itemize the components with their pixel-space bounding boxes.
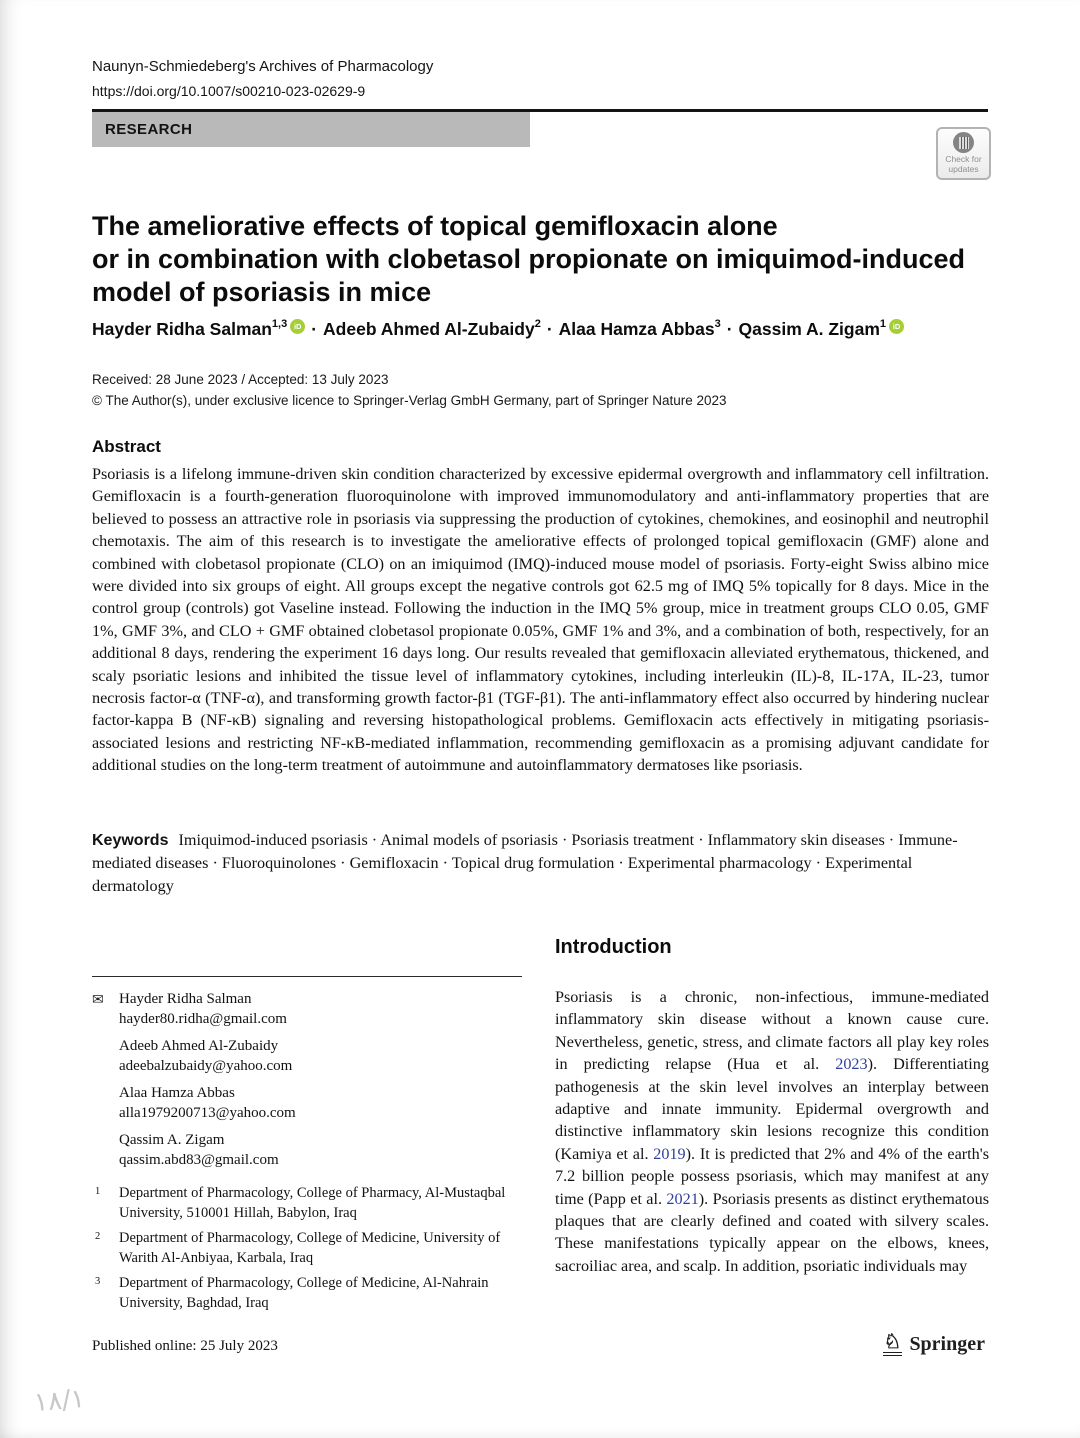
- intro-text: ). It is predicted that 2% and 4% of the earth's 7.2 billion people possess psoriasis, which may manifest at any time (Papp et al.: [555, 1144, 989, 1208]
- springer-logo: [883, 1332, 986, 1356]
- affiliation-text: Department of Pharmacology, College of Pharmacy, Al-Mustaqbal University, 510001 Hillah, Babylon, Iraq: [119, 1185, 506, 1221]
- author-separator: ·: [311, 319, 318, 339]
- introduction-heading: Introduction: [555, 936, 672, 958]
- contact-entry: [92, 1131, 522, 1170]
- contact-name: Alaa Hamza Abbas: [119, 1085, 235, 1101]
- orcid-icon[interactable]: iD: [889, 319, 904, 334]
- author-affiliation-sup: 3: [714, 318, 721, 331]
- published-online-date: Published online: 25 July 2023: [92, 1338, 278, 1354]
- citation-link[interactable]: 2019: [653, 1144, 686, 1163]
- check-for-updates-label: Check for updates: [945, 154, 982, 174]
- affiliation-list: [92, 1184, 522, 1313]
- intro-text: ). Differentiating pathogenesis at the skin level involves an interplay between adaptive and innate immunity. Epidermal overgrowth and distinctive inflammatory skin lesions recognize this condition (Kamiya et al.: [555, 1055, 989, 1163]
- author-name: Alaa Hamza Abbas: [558, 319, 715, 339]
- affiliation-number: 3: [95, 1276, 101, 1287]
- author-affiliation-sup: 2: [534, 318, 541, 331]
- abstract-heading: Abstract: [92, 437, 161, 456]
- footnote-rule: [92, 976, 522, 977]
- title-line-3: model of psoriasis in mice: [92, 277, 432, 308]
- doi-link[interactable]: https://doi.org/10.1007/s00210-023-02629-9: [92, 83, 366, 99]
- author-name: Qassim A. Zigam: [738, 319, 880, 339]
- check-for-updates-badge[interactable]: [936, 127, 991, 180]
- introduction-paragraph: [555, 986, 989, 1277]
- crossmark-icon: [953, 132, 974, 153]
- author-affiliation-sup: 1,3: [271, 318, 288, 331]
- contact-name: Hayder Ridha Salman: [119, 991, 252, 1007]
- affiliation-number: 2: [95, 1231, 101, 1242]
- springer-knight-icon: [883, 1332, 903, 1356]
- title-line-1: The ameliorative effects of topical gemifloxacin alone: [92, 211, 778, 242]
- received-accepted-dates: Received: 28 June 2023 / Accepted: 13 July 2023: [92, 372, 389, 387]
- contact-email[interactable]: hayder80.ridha@gmail.com: [119, 1010, 287, 1027]
- introduction-column: [555, 936, 989, 1277]
- author-name: Adeeb Ahmed Al-Zubaidy: [323, 319, 535, 339]
- keywords-block: [92, 829, 989, 897]
- citation-link[interactable]: 2021: [666, 1189, 699, 1208]
- orcid-icon[interactable]: iD: [290, 319, 305, 334]
- contact-email[interactable]: qassim.abd83@gmail.com: [119, 1151, 279, 1168]
- affiliation-entry: [92, 1229, 522, 1268]
- keywords-label: Keywords: [92, 832, 169, 849]
- author-list: [92, 319, 904, 340]
- contact-name: Adeeb Ahmed Al-Zubaidy: [119, 1038, 279, 1054]
- affiliation-text: Department of Pharmacology, College of Medicine, University of Warith Al-Anbiyaa, Karbala, Iraq: [119, 1230, 501, 1266]
- citation-link[interactable]: 2023: [835, 1055, 868, 1074]
- contact-entry: [92, 1084, 522, 1123]
- author-separator: ·: [726, 319, 733, 339]
- corresponding-author: [92, 990, 522, 1029]
- author-name: Hayder Ridha Salman: [92, 319, 272, 339]
- publisher-name: Springer: [909, 1333, 985, 1355]
- affiliation-entry: [92, 1274, 522, 1313]
- envelope-icon: [92, 991, 104, 1011]
- contact-email[interactable]: alla1979200713@yahoo.com: [119, 1104, 296, 1121]
- author-affiliation-sup: 1: [879, 318, 886, 331]
- handwritten-scan-mark: ١٨/١: [32, 1383, 86, 1419]
- affiliation-text: Department of Pharmacology, College of Medicine, Al-Nahrain University, Baghdad, Iraq: [119, 1275, 489, 1311]
- journal-name: Naunyn-Schmiedeberg's Archives of Pharmacology: [92, 58, 434, 75]
- intro-text: Psoriasis is a chronic, non-infectious, immune-mediated inflammatory skin disease without a known cause cure. Nevertheless, genetic, stress, and climate factors all play key roles in predicting relapse (Hua et al.: [555, 988, 989, 1074]
- title-line-2: or in combination with clobetasol propionate on imiquimod-induced: [92, 244, 965, 275]
- intro-text: ). Psoriasis presents as distinct erythematous plaques that are clearly defined and coated with silvery scales. These manifestations typically appear on the elbows, knees, sacroiliac area, and scalp. In addition, psoriatic individuals may: [555, 1189, 989, 1275]
- keywords-text: Imiquimod-induced psoriasis · Animal models of psoriasis · Psoriasis treatment · Inflammatory skin diseases · Immune-mediated diseases · Fluoroquinolones · Gemifloxacin · Topical drug formulation · Experimental pharmacology · Experimental dermatology: [92, 831, 958, 895]
- copyright-line: © The Author(s), under exclusive licence to Springer-Verlag GmbH Germany, part of Springer Nature 2023: [92, 393, 727, 408]
- article-title: [92, 210, 965, 309]
- footnote-column: [92, 976, 522, 1319]
- abstract-text: Psoriasis is a lifelong immune-driven skin condition characterized by excessive epidermal overgrowth and inflammatory cell infiltration. Gemifloxacin is a fourth-generation fluoroquinolone with improved immunomodulatory and anti-inflammatory properties that are believed to possess an attractive role in psoriasis via suppressing the production of cytokines, chemokines, and eosinophil and neutrophil chemotaxis. The aim of this research is to investigate the ameliorative effects of prolonged topical gemifloxacin (GMF) alone and combined with clobetasol propionate (CLO) on an imiquimod (IMQ)-induced mouse model of psoriasis. Forty-eight Swiss albino mice were divided into six groups of eight. All groups except the negative controls got 62.5 mg of IMQ 5% topically for 8 days. Mice in the control group (controls) got Vaseline instead. Following the induction in the IMQ 5% group, mice in treatment groups CLO 0.05, GMF 1%, GMF 3%, and CLO + GMF obtained clobetasol propionate 0.05%, GMF 1% and 3%, and a combination of both, respectively, for an additional 8 days, rendering the experiment 16 days long. Our results revealed that gemifloxacin alleviated erythematous, thickened, and scaly psoriatic lesions and inhibited the tissue level of inflammatory cytokines, including interleukin (IL)-8, IL-17A, IL-23, tumor necrosis factor-α (TNF-α), and transforming growth factor-β1 (TGF-β1). The anti-inflammatory effect also occurred by hindering nuclear factor-kappa B (NF-κB) signaling and reversing histopathological problems. Gemifloxacin acts effectively in mitigating psoriasis-associated lesions and restricting NF-κB-mediated inflammation, recommending gemifloxacin as a promising adjuvant candidate for additional studies on the long-term treatment of autoimmune and autoinflammatory dermatoses like psoriasis.: [92, 465, 989, 775]
- contact-entry: [92, 1037, 522, 1076]
- affiliation-number: 1: [95, 1186, 101, 1197]
- author-separator: ·: [546, 319, 553, 339]
- contact-name: Qassim A. Zigam: [119, 1132, 225, 1148]
- contact-email[interactable]: adeebalzubaidy@yahoo.com: [119, 1057, 293, 1074]
- affiliation-entry: [92, 1184, 522, 1223]
- article-type-badge: RESEARCH: [92, 112, 530, 147]
